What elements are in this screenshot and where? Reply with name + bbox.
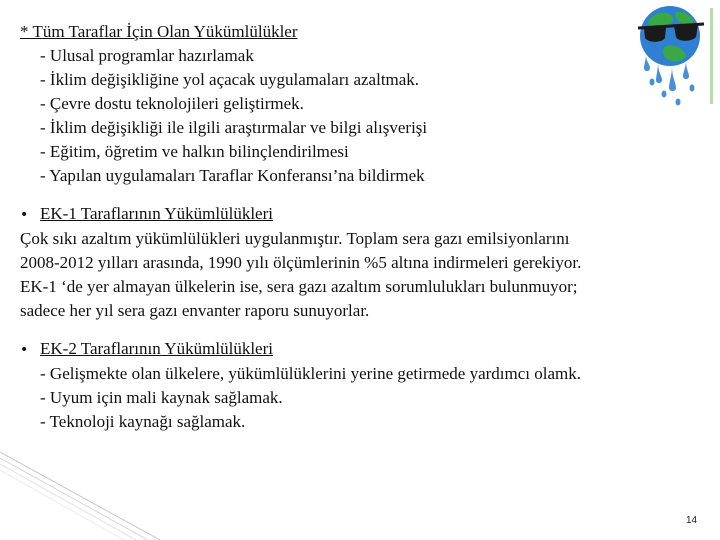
ek1-paragraph-line: sadece her yıl sera gazı envanter raporu sunuyorlar. (20, 301, 370, 320)
ek2-item: - Uyum için mali kaynak sağlamak. (40, 388, 283, 407)
slide-body (20, 20, 700, 434)
obligation-item: - Eğitim, öğretim ve halkın bilinçlendirilmesi (40, 142, 349, 161)
obligation-item: - Yapılan uygulamaları Taraflar Konferansı’na bildirmek (40, 166, 425, 185)
obligations-heading: * Tüm Taraflar İçin Olan Yükümlülükler (20, 22, 298, 41)
corner-decoration (0, 452, 720, 540)
ek2-heading (20, 337, 700, 362)
obligation-item: - İklim değişikliği ile ilgili araştırmalar ve bilgi alışverişi (40, 118, 428, 137)
ek1-paragraph-line: Çok sıkı azaltım yükümlülükleri uygulanmıştır. Toplam sera gazı emilsiyonlarını (20, 229, 570, 248)
ek1-title: EK-1 Taraflarının Yükümlülükleri (40, 204, 273, 223)
obligation-item: - Çevre dostu teknolojileri geliştirmek. (40, 94, 304, 113)
obligation-item: - İklim değişikliğine yol açacak uygulamaları azaltmak. (40, 70, 420, 89)
page-number: 14 (686, 515, 698, 526)
ek2-title: EK-2 Taraflarının Yükümlülükleri (40, 339, 273, 358)
ek2-item: - Gelişmekte olan ülkelere, yükümlülüklerini yerine getirmede yardımcı olamk. (40, 364, 581, 383)
bullet-icon: • (20, 342, 29, 358)
ek1-paragraph-line: EK-1 ‘de yer almayan ülkelerin ise, sera gazı azaltım sorumlulukları bulunmuyor; (20, 277, 578, 296)
ek2-item: - Teknoloji kaynağı sağlamak. (40, 412, 246, 431)
logo-vertical-text (707, 8, 717, 104)
obligation-item: - Ulusal programlar hazırlamak (40, 46, 254, 65)
ek1-paragraph-line: 2008-2012 yılları arasında, 1990 yılı ölçümlerinin %5 altına indirmeleri gerekiyor. (20, 253, 582, 272)
melting-earth-icon (632, 2, 716, 108)
bullet-icon: • (20, 207, 29, 223)
ek1-heading (20, 202, 700, 227)
